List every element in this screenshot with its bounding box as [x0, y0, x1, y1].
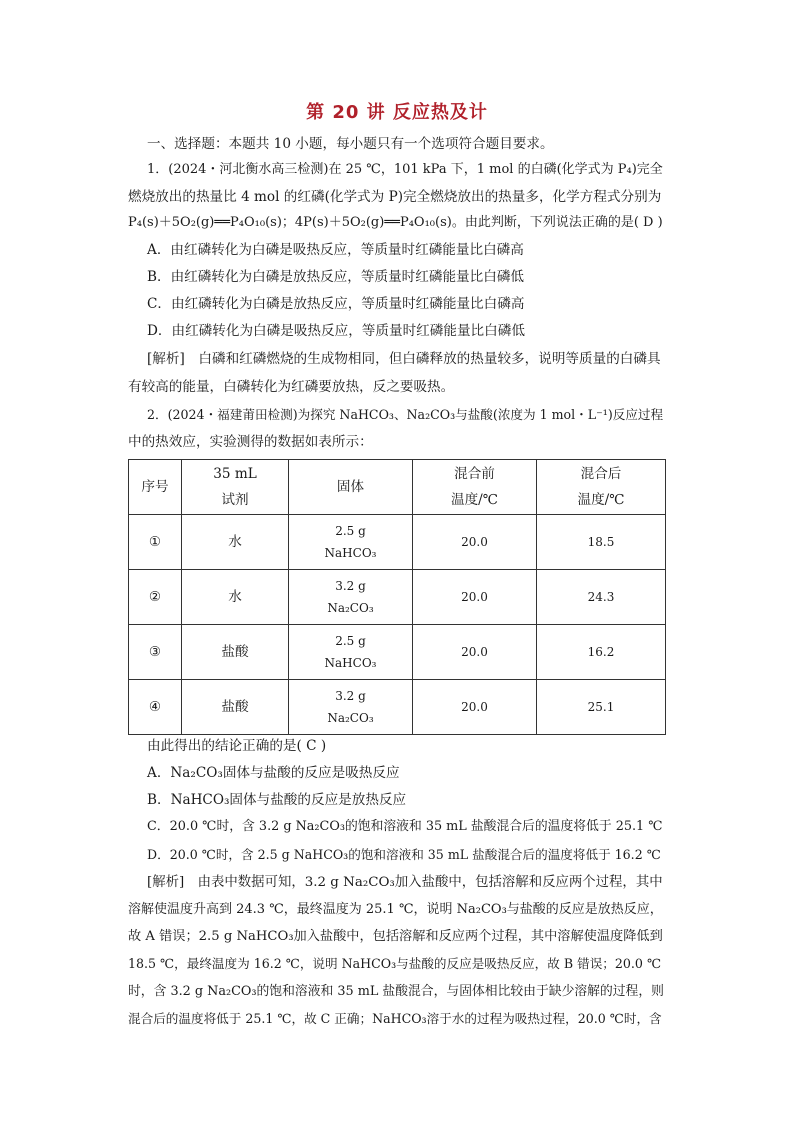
header-reagent-label: 试剂	[221, 492, 249, 508]
q2-stem-line1: 2．(2024・福建莆田检测)为探究 NaHCO₃、Na₂CO₃与盐酸(浓度为 1 mol・L⁻¹)反应过程	[147, 407, 664, 422]
header-before-unit: 温度/℃	[451, 492, 498, 508]
row-solid-mass: 2.5 g	[335, 524, 366, 538]
section-header: 一、选择题：本题共 10 小题，每小题只有一个选项符合题目要求。	[147, 136, 554, 152]
table-row	[129, 625, 666, 680]
q2-analysis-line6: 混合后的温度将低于 25.1 ℃，故 C 正确；NaHCO₃溶于水的过程为吸热过程，20.0 ℃时，含	[128, 1011, 662, 1026]
row-solid	[289, 570, 413, 625]
data-table	[128, 459, 666, 735]
row-solid-mass: 3.2 g	[335, 579, 366, 593]
row-solid-mass: 3.2 g	[335, 689, 366, 703]
row-solid-formula: Na₂CO₃	[327, 711, 374, 725]
table-header-row	[129, 460, 666, 515]
row-after: 24.3	[537, 570, 666, 625]
q2-analysis-line4: 18.5 ℃，最终温度为 16.2 ℃，说明 NaHCO₃与盐酸的反应是吸热反应，故 B 错误；20.0 ℃	[128, 956, 662, 971]
row-before: 20.0	[413, 570, 537, 625]
row-after: 18.5	[537, 515, 666, 570]
row-solid	[289, 515, 413, 570]
header-volume: 35 mL	[213, 466, 257, 482]
row-before: 20.0	[413, 680, 537, 735]
q2-analysis-line1: [解析] 由表中数据可知，3.2 g Na₂CO₃加入盐酸中，包括溶解和反应两个过程，其中	[147, 875, 663, 890]
row-before: 20.0	[413, 515, 537, 570]
row-reagent: 水	[182, 515, 289, 570]
q2-option-d: D．20.0 ℃时，含 2.5 g NaHCO₃的饱和溶液和 35 mL 盐酸混合后的温度将低于 16.2 ℃	[147, 847, 661, 862]
row-reagent: 盐酸	[182, 680, 289, 735]
q1-option-d: D．由红磷转化为白磷是吸热反应，等质量时红磷能量比白磷低	[147, 323, 525, 339]
q1-stem-line3: P₄(s)＋5O₂(g)══P₄O₁₀(s)；4P(s)＋5O₂(g)══P₄O₁₀(s)。由此判断，下列说法正确的是( D )	[128, 215, 663, 230]
row-before: 20.0	[413, 625, 537, 680]
row-no: ③	[129, 625, 182, 680]
q2-stem-line2: 中的热效应，实验测得的数据如表所示：	[128, 434, 373, 450]
q2-option-a: A．Na₂CO₃固体与盐酸的反应是吸热反应	[147, 765, 400, 781]
q2-analysis-line2: 溶解使温度升高到 24.3 ℃，最终温度为 25.1 ℃，说明 Na₂CO₃与盐酸的反应是放热反应，	[128, 902, 663, 917]
header-no: 序号	[129, 460, 182, 515]
row-reagent: 盐酸	[182, 625, 289, 680]
row-solid-mass: 2.5 g	[335, 634, 366, 648]
q1-option-c: C．由红磷转化为白磷是放热反应，等质量时红磷能量比白磷高	[147, 296, 525, 312]
header-after-label: 混合后	[580, 466, 622, 482]
row-no: ②	[129, 570, 182, 625]
q1-stem-line2: 燃烧放出的热量比 4 mol 的红磷(化学式为 P)完全燃烧放出的热量多，化学方程式分别为	[128, 189, 662, 205]
q2-option-c: C．20.0 ℃时，含 3.2 g Na₂CO₃的饱和溶液和 35 mL 盐酸混合后的温度将低于 25.1 ℃	[147, 819, 663, 834]
row-solid	[289, 625, 413, 680]
header-before-label: 混合前	[454, 466, 495, 482]
table-row	[129, 515, 666, 570]
q1-option-a: A．由红磷转化为白磷是吸热反应，等质量时红磷能量比白磷高	[147, 242, 524, 258]
row-after: 16.2	[537, 625, 666, 680]
table-row	[129, 570, 666, 625]
q1-option-b: B．由红磷转化为白磷是放热反应，等质量时红磷能量比白磷低	[147, 269, 525, 285]
row-solid-formula: NaHCO₃	[324, 546, 377, 560]
row-solid-formula: NaHCO₃	[324, 656, 377, 670]
header-after-unit: 温度/℃	[577, 492, 625, 508]
row-solid	[289, 680, 413, 735]
q2-analysis-line3: 故 A 错误；2.5 g NaHCO₃加入盐酸中，包括溶解和反应两个过程，其中溶解使温度降低到	[128, 929, 663, 944]
q1-analysis-line2: 有较高的能量，白磷转化为红磷要放热，反之要吸热。	[128, 379, 455, 395]
table-row	[129, 680, 666, 735]
header-before	[413, 460, 537, 515]
row-reagent: 水	[182, 570, 289, 625]
row-after: 25.1	[537, 680, 666, 735]
q2-option-b: B．NaHCO₃固体与盐酸的反应是放热反应	[147, 792, 407, 808]
q2-conclusion: 由此得出的结论正确的是( C )	[147, 738, 327, 754]
row-no: ④	[129, 680, 182, 735]
q2-analysis-line5: 时，含 3.2 g Na₂CO₃的饱和溶液和 35 mL 盐酸混合，与固体相比较由于缺少溶解的过程，则	[128, 984, 664, 999]
header-reagent	[182, 460, 289, 515]
header-after	[537, 460, 666, 515]
page-title: 第 20 讲 反应热及计	[306, 102, 488, 123]
header-solid: 固体	[289, 460, 413, 515]
row-solid-formula: Na₂CO₃	[327, 601, 374, 615]
row-no: ①	[129, 515, 182, 570]
q1-stem-line1: 1．(2024・河北衡水高三检测)在 25 ℃，101 kPa 下，1 mol 的白磷(化学式为 P₄)完全	[147, 162, 663, 177]
q1-analysis-line1: [解析] 白磷和红磷燃烧的生成物相同，但白磷释放的热量较多，说明等质量的白磷具	[147, 351, 661, 367]
